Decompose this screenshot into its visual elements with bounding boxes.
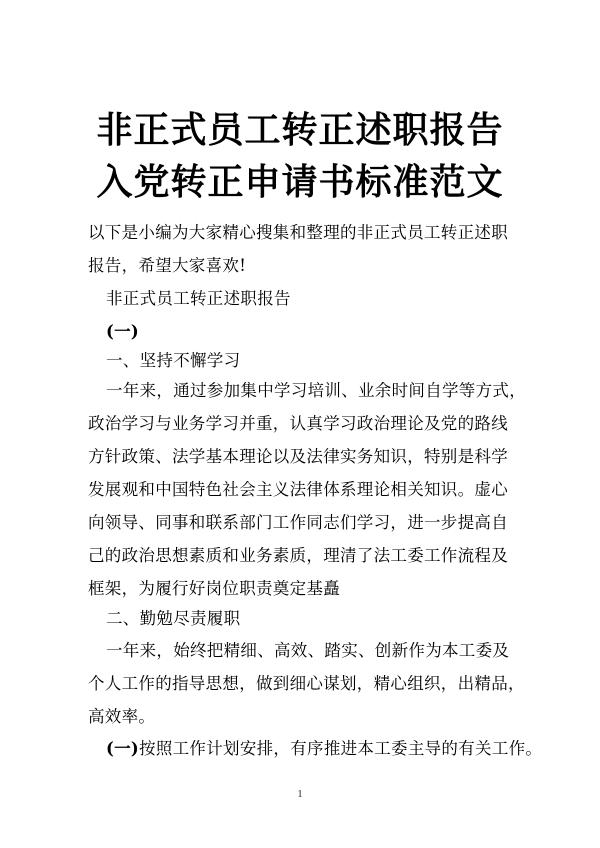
heading-2: 二、勤勉尽责履职 [106, 609, 241, 628]
section-mark: (一) [106, 322, 140, 341]
paragraph-1-line: 方针政策、法学基本理论以及法律实务知识，特别是科学 [88, 447, 508, 466]
intro-line-2: 报告，希望大家喜欢! [88, 256, 247, 275]
paragraph-2-line: 个人工作的指导思想，做到细心谋划，精心组织，出精品， [88, 674, 525, 693]
document-title-line-2: 入党转正申请书标准范文 [96, 161, 504, 203]
list-item-1 [106, 738, 542, 760]
heading-1: 一、坚持不懈学习 [106, 351, 241, 370]
paragraph-1-line: 向领导、同事和联系部门工作同志们学习，进一步提高自 [88, 513, 508, 532]
list-item-1-prefix: (一) [106, 739, 140, 758]
page-number: 1 [297, 788, 303, 800]
paragraph-1-line: 发展观和中国特色社会主义法律体系理论相关知识。虚心 [88, 480, 508, 499]
paragraph-1-line: 己的政治思想素质和业务素质，理清了法工委工作流程及 [88, 546, 508, 565]
paragraph-1-line: 一年来，通过参加集中学习培训、业余时间自学等方式， [106, 381, 526, 400]
document-title-line-1: 非正式员工转正述职报告 [96, 109, 504, 151]
list-item-1-text: 按照工作计划安排，有序推进本工委主导的有关工作。 [139, 739, 543, 758]
paragraph-1-line: 政治学习与业务学习并重，认真学习政治理论及党的路线 [88, 414, 508, 433]
subtitle: 非正式员工转正述职报告 [106, 289, 291, 308]
paragraph-1-line: 框架，为履行好岗位职责奠定基矗 [88, 579, 340, 598]
intro-line-1: 以下是小编为大家精心搜集和整理的非正式员工转正述职 [88, 223, 508, 242]
paragraph-2-line: 高效率。 [88, 707, 156, 726]
paragraph-2-line: 一年来，始终把精细、高效、踏实、创新作为本工委及 [106, 641, 510, 660]
